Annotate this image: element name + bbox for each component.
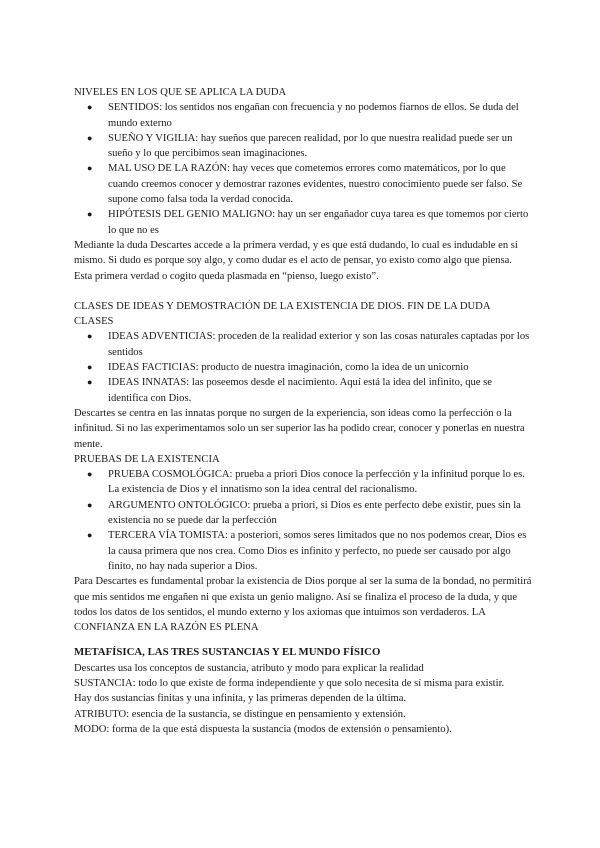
bullet-icon: ● [87,102,93,113]
paragraph-confianza: Para Descartes es fundamental probar la existencia de Dios porque al ser la suma de la bondad, no permitirá que mis sentidos me engañen ni que exista un genio maligno. Así se finaliza el proceso de la duda, y que todos los datos de los sentidos, el mundo externo y los axiomas que intuimos son verdaderos. LA CONFIANZA EN LA RAZÓN ES PLENA [74,576,532,634]
section-heading-duda: NIVELES EN LOS QUE SE APLICA LA DUDA [74,87,287,98]
paragraph-innatas: Descartes se centra en las innatas porque no surgen de la experiencia, son ideas como la perfección o la infinitud. Si no las experimentamos solo un ser superior las ha podido crear, conocer y ponerlas en nuestra mente. [74,407,525,450]
text-line: Hay dos sustancias finitas y una infinita, y las primeras dependen de la última. [74,693,407,705]
text-line: SUSTANCIA: todo lo que existe de forma independiente y que solo necesita de sí misma para existir. [74,677,505,689]
list-item: ● ARGUMENTO ONTOLÓGICO: prueba a priori, si Dios es ente perfecto debe existir, pues sin la existencia no se puede dar la perfección [87,499,521,527]
list-item: ● TERCERA VÍA TOMISTA: a posteriori, somos seres limitados que no nos podemos crear, Dios es la causa primera que nos crea. Como Dios es infinito y perfecto, no puede ser causado por algo finito, no hay nada superior a Dios. [87,530,527,572]
bullet-icon: ● [87,163,93,174]
text-line: MODO: forma de la que está dispuesta la sustancia (modos de extensión o pensamiento). [74,723,452,735]
paragraph-cogito: Mediante la duda Descartes accede a la primera verdad, y es que está dudando, lo cual es indudable en sí mismo. Si dudo es porque soy algo, y como dudar es el acto de pensar, yo existo como algo que piensa. Esta primera verdad o cogito queda plasmada en “pienso, luego existo”. [74,239,518,282]
proofs-list [74,467,532,574]
list-item: ● SUEÑO Y VIGILIA: hay sueños que parecen realidad, por lo que nuestra realidad puede ser un sueño y lo que percibimos sean imaginaciones. [87,132,513,160]
list-item: ● SENTIDOS: los sentidos nos engañan con frecuencia y no podemos fiarnos de ellos. Se duda del mundo externo [87,102,519,129]
list-item: ● IDEAS INNATAS: las poseemos desde el nacimiento. Aquí está la idea del infinito, que se identifica con Dios. [87,377,492,404]
bullet-icon: ● [87,377,93,388]
bullet-icon: ● [87,530,93,541]
list-item: ● IDEAS ADVENTICIAS: proceden de la realidad exterior y son las cosas naturales captadas por los sentidos [87,331,530,358]
document-content [74,85,532,737]
list-item: ● PRUEBA COSMOLÓGICA: prueba a priori Dios conoce la perfección y la infinitud porque lo es. La existencia de Dios y el innatismo son la idea central del racionalismo. [87,469,525,496]
list-item: ● MAL USO DE LA RAZÓN: hay veces que cometemos errores como matemáticos, por lo que cuando creemos conocer y demostrar razones evidentes, nuestro conocimiento puede ser falso. Se supone como falsa toda la verdad conocida. [87,163,523,206]
subheading-clases: CLASES [74,316,114,328]
bullet-icon: ● [87,469,93,480]
section-heading-ideas: CLASES DE IDEAS Y DEMOSTRACIÓN DE LA EXISTENCIA DE DIOS. FIN DE LA DUDA [74,300,491,312]
bullet-icon: ● [87,362,93,373]
subheading-pruebas: PRUEBAS DE LA EXISTENCIA [74,453,220,465]
text-line: ATRIBUTO: esencia de la sustancia, se distingue en pensamiento y extensión. [74,708,406,720]
text-line: Descartes usa los conceptos de sustancia, atributo y modo para explicar la realidad [74,662,424,674]
list-item: ● IDEAS FACTICIAS: producto de nuestra imaginación, como la idea de un unicornio [74,360,532,375]
list-item: ● HIPÓTESIS DEL GENIO MALIGNO: hay un ser engañador cuya tarea es que tomemos por cierto lo que no es [87,209,529,236]
idea-classes-list [74,329,532,405]
bullet-icon: ● [87,331,93,342]
bullet-icon: ● [87,209,93,220]
bullet-icon: ● [87,132,93,143]
section-heading-metafisica: METAFÍSICA, LAS TRES SUSTANCIAS Y EL MUNDO FÍSICO [74,646,381,659]
bullet-icon: ● [87,499,93,510]
duda-levels-list [74,100,532,238]
